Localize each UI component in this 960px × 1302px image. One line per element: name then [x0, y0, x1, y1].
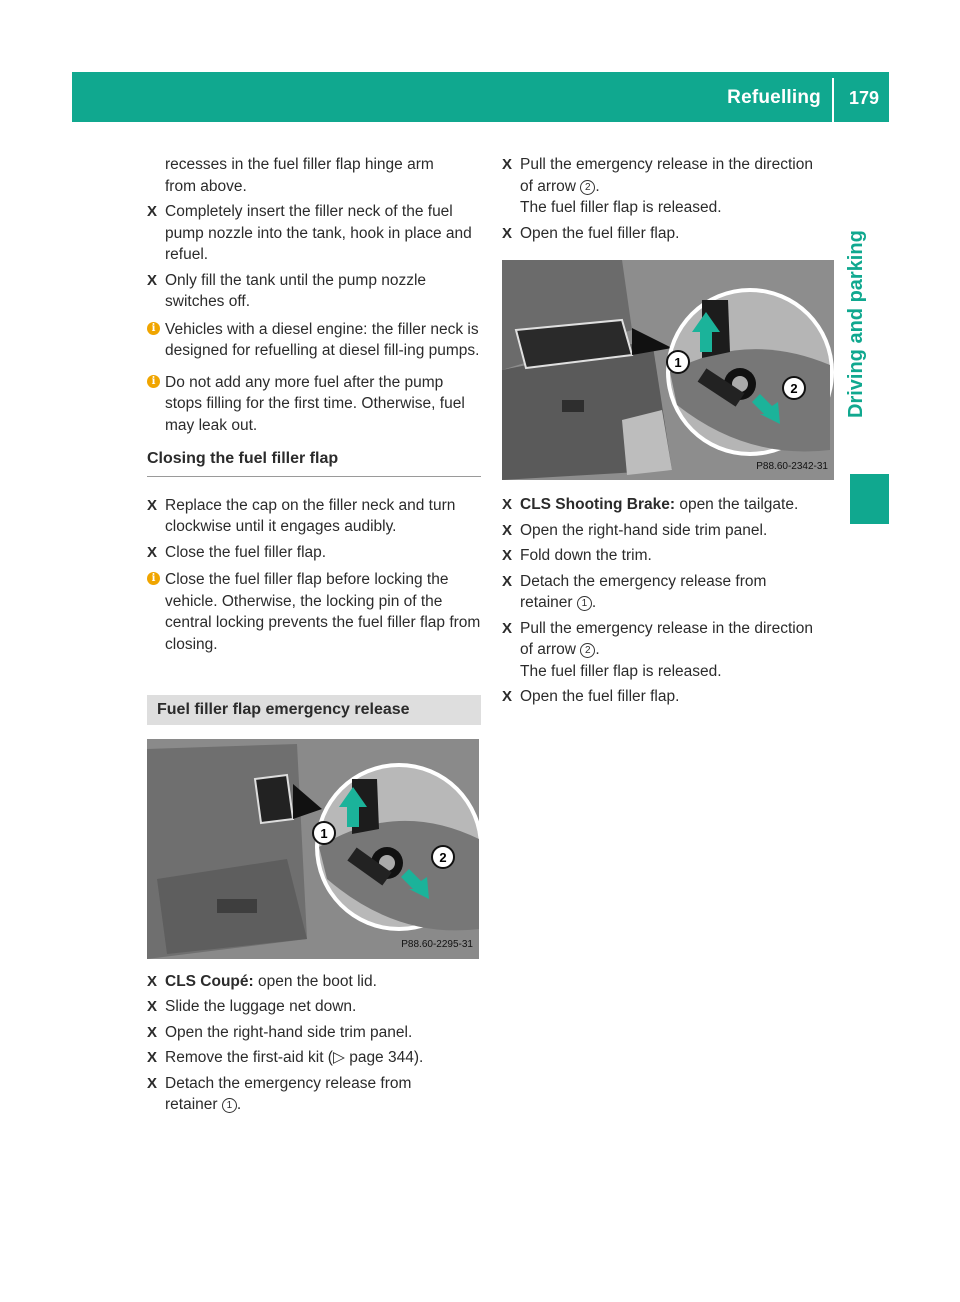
- step-marker-icon: X: [147, 496, 158, 514]
- section-heading: Fuel filler flap emergency release: [147, 695, 481, 725]
- info-icon: i: [147, 375, 160, 388]
- result-text: The fuel filler flap is released.: [520, 662, 722, 680]
- instruction-step: X Open the right-hand side trim panel.: [502, 520, 836, 542]
- step-marker-icon: X: [147, 543, 158, 561]
- step-marker-icon: X: [502, 619, 513, 637]
- chapter-tab-label: Driving and parking: [845, 230, 867, 418]
- instruction-step: X Only fill the tank until the pump nozzle switches off.: [147, 271, 427, 310]
- instruction-step: X CLS Shooting Brake: open the tailgate.: [502, 494, 836, 516]
- result-text: The fuel filler flap is released.: [520, 199, 722, 216]
- figure-code: P88.60-2342-31: [756, 460, 828, 472]
- info-icon: i: [147, 572, 160, 585]
- step-marker-icon: X: [147, 1049, 158, 1066]
- svg-text:2: 2: [439, 849, 447, 865]
- page-ref-arrow-icon: ▷: [332, 1049, 345, 1066]
- instruction-step: X Completely insert the filler neck of the fuel pump nozzle into the tank, hook in place and refuel.: [147, 203, 472, 263]
- instruction-step: X Open the fuel filler flap.: [502, 686, 836, 708]
- step-marker-icon: X: [147, 271, 158, 289]
- svg-text:2: 2: [790, 381, 798, 396]
- svg-text:1: 1: [674, 355, 682, 370]
- figure-code: P88.60-2295-31: [401, 939, 473, 950]
- info-icon: i: [147, 322, 160, 335]
- instruction-step: X Detach the emergency release from retainer 1 .: [147, 1074, 412, 1113]
- section-title: Refuelling: [727, 87, 821, 108]
- instruction-step: X Replace the cap on the filler neck and turn clockwise until it engages audibly.: [147, 496, 456, 535]
- info-note: i Vehicles with a diesel engine: the filler neck is designed for refuelling at diesel fill-ing pumps.: [147, 319, 481, 362]
- step-marker-icon: X: [502, 224, 513, 242]
- instruction-step: X Pull the emergency release in the direction of arrow 2 . The fuel filler flap is released.: [502, 156, 813, 216]
- instruction-step: X Pull the emergency release in the direction of arrow 2 . The fuel filler flap is released.: [502, 619, 813, 680]
- instruction-step: X Remove the first-aid kit (▷ page 344).: [147, 1047, 481, 1069]
- step-marker-icon: X: [502, 521, 513, 539]
- continued-text: recesses in the fuel filler flap hinge arm from above.: [165, 156, 434, 195]
- step-marker-icon: X: [502, 496, 513, 513]
- step-marker-icon: X: [502, 547, 513, 564]
- step-marker-icon: X: [502, 156, 513, 173]
- page-number: 179: [848, 88, 879, 108]
- info-note: i Do not add any more fuel after the pump stops filling for the first time. Otherwise, fuel may leak out.: [147, 372, 481, 437]
- step-marker-icon: X: [502, 572, 513, 590]
- callout-number: 2: [580, 180, 595, 195]
- info-note: i Close the fuel filler flap before locking the vehicle. Otherwise, the locking pin of the central locking prevents the fuel filler flap from closing.: [147, 569, 481, 655]
- subsection-heading: Closing the fuel filler flap: [147, 448, 481, 477]
- right-column: [502, 154, 836, 712]
- instruction-step: X Detach the emergency release from retainer 1 .: [502, 572, 767, 611]
- left-column: [147, 154, 481, 1120]
- step-marker-icon: X: [147, 1074, 158, 1092]
- boot-illustration: [147, 739, 479, 959]
- page-header: [72, 72, 889, 122]
- instruction-step: X Open the fuel filler flap.: [502, 223, 836, 245]
- header-divider: [832, 78, 834, 122]
- instruction-step: X Slide the luggage net down.: [147, 996, 481, 1018]
- instruction-step: X CLS Coupé: open the boot lid.: [147, 971, 481, 993]
- step-marker-icon: X: [147, 998, 158, 1015]
- svg-text:1: 1: [320, 825, 328, 841]
- step-marker-icon: X: [502, 688, 513, 705]
- callout-number: 1: [577, 596, 592, 611]
- callout-number: 1: [222, 1098, 237, 1113]
- step-marker-icon: X: [147, 1023, 158, 1041]
- step-marker-icon: X: [147, 203, 158, 220]
- instruction-step: X Open the right-hand side trim panel.: [147, 1022, 481, 1044]
- tailgate-illustration: [502, 260, 834, 480]
- instruction-step: X Fold down the trim.: [502, 545, 836, 567]
- instruction-step: X Close the fuel filler flap.: [147, 542, 481, 564]
- chapter-tab-block: [850, 474, 889, 524]
- step-marker-icon: X: [147, 972, 158, 990]
- callout-number: 2: [580, 643, 595, 658]
